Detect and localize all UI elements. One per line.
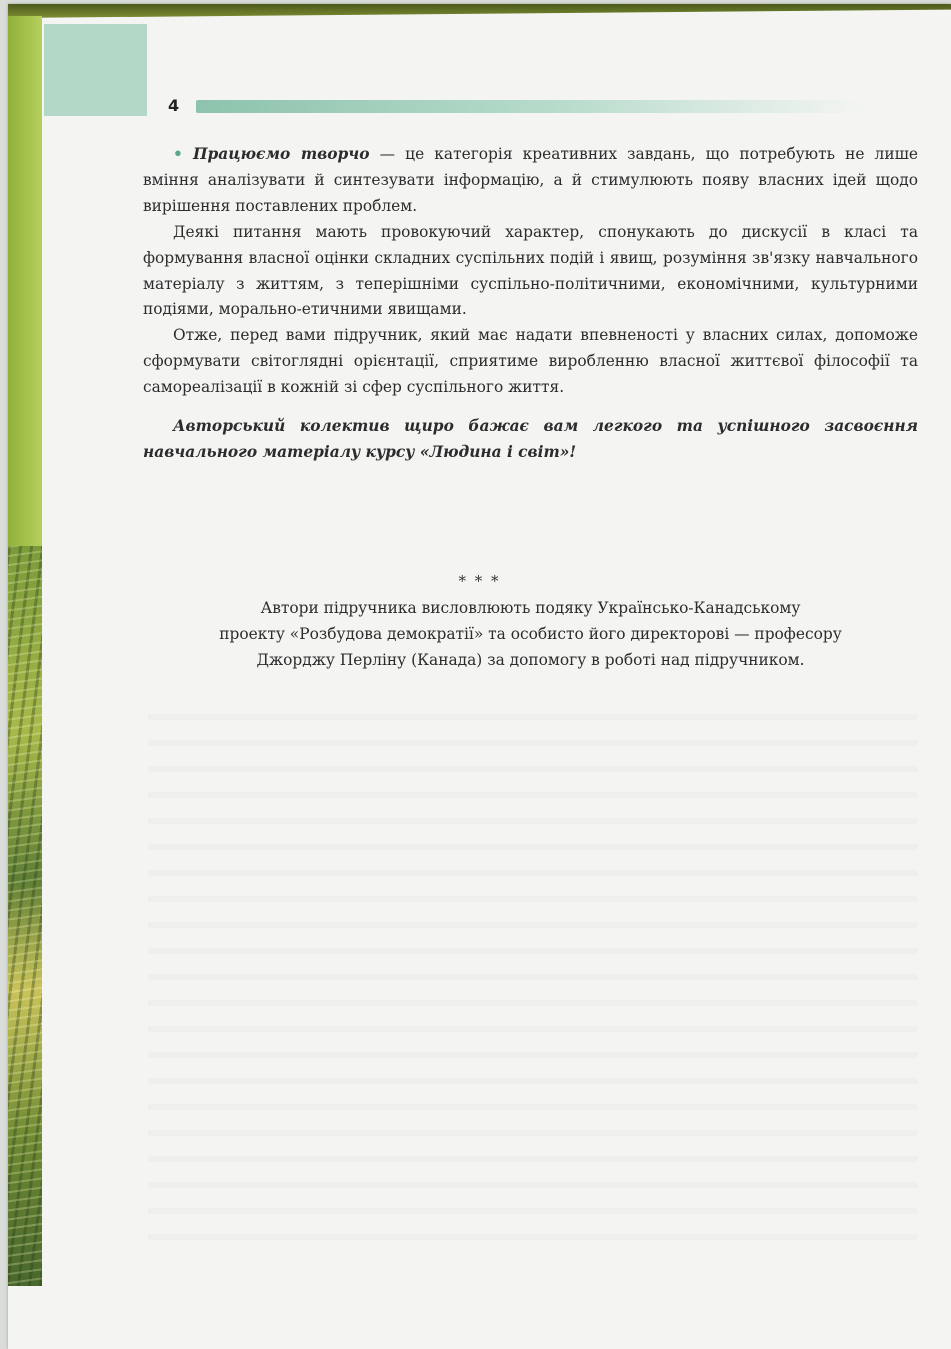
textbook-page bbox=[8, 4, 951, 1349]
bullet-icon: • bbox=[173, 145, 183, 163]
left-green-bar bbox=[8, 16, 42, 546]
paragraph-questions: Деякі питання мають провокуючий характер, спонукають до дискусії в класі та формування власної оцінки складних суспільних подій і явищ, розуміння зв'язку навчального матеріалу з життям, з теперішніми суспільно-політичними, економічними, культурними подіями, морально-етичними явищами. bbox=[143, 222, 918, 319]
acknowledgement-line: Джорджу Перліну (Канада) за допомогу в роботі над підручником. bbox=[256, 650, 805, 669]
bleed-through-texture bbox=[148, 694, 918, 1254]
acknowledgement-line: Автори підручника висловлюють подяку Українсько-Канадському bbox=[260, 599, 801, 617]
acknowledgement bbox=[143, 596, 918, 674]
page-number: 4 bbox=[168, 96, 180, 115]
paragraph-creative bbox=[143, 142, 918, 220]
authors-wish: Авторський колектив щиро бажає вам легкого та успішного засвоєння навчального матеріалу курсу «Людина і світ»! bbox=[143, 417, 918, 461]
corner-color-block bbox=[44, 24, 147, 116]
body-text bbox=[143, 142, 918, 466]
top-edge-band bbox=[8, 4, 951, 18]
header-rule bbox=[196, 100, 866, 113]
paragraph-lead: Працюємо творчо bbox=[192, 145, 370, 163]
paragraph-text: — це категорія креативних завдань, що потребують не лише вміння аналізувати й синтезувати інформацію, а й стимулюють появу власних ідей щодо вирішення поставлених проблем. bbox=[143, 145, 918, 215]
acknowledgement-line: проекту «Розбудова демократії» та особисто його директорові — професору bbox=[219, 624, 842, 643]
paragraph-summary: Отже, перед вами підручник, який має надати впевненості у власних силах, допоможе сформувати світоглядні орієнтації, сприятиме виробленню власної життєвої філософії та самореалізації в кожній зі сфер суспільного життя. bbox=[143, 326, 918, 397]
section-separator: * * * bbox=[458, 572, 501, 590]
left-photo-strip bbox=[8, 546, 42, 1286]
